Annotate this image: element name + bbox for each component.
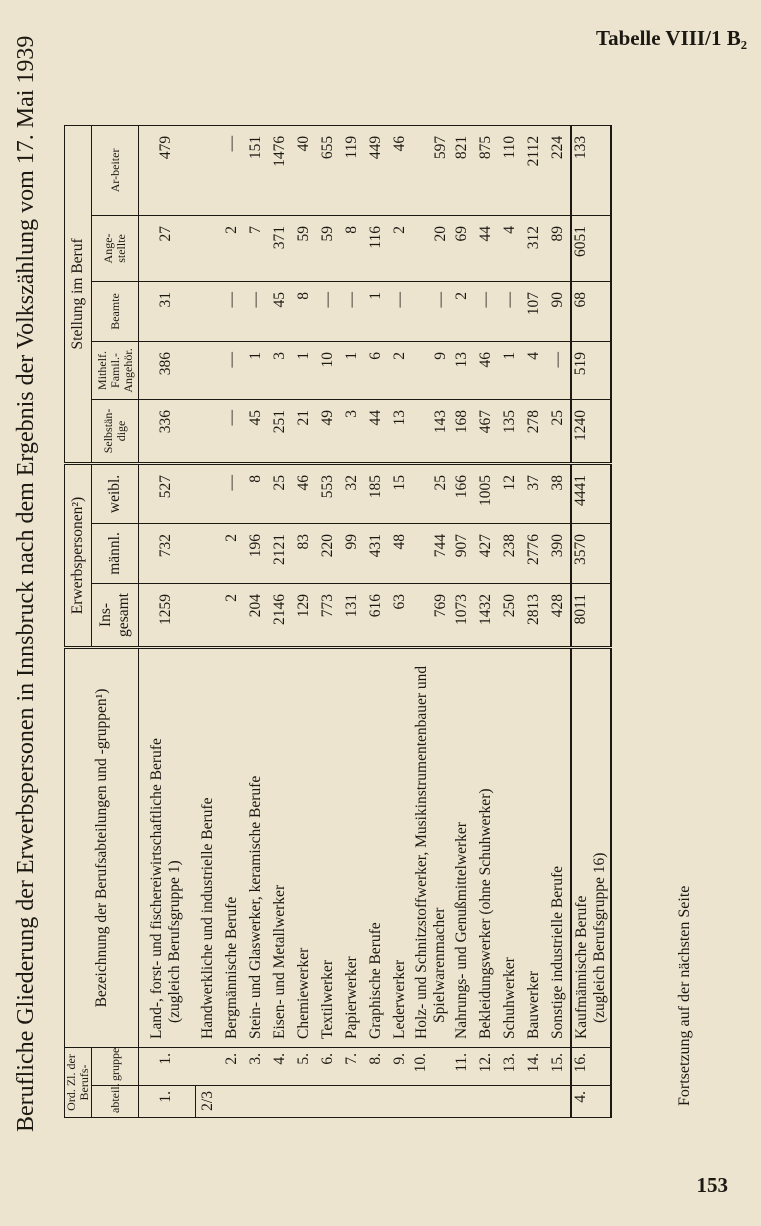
bezeichnung-cell: Stein- und Glaswerker, keramische Berufe [244,647,268,1047]
beamte-cell: — [340,281,364,341]
bezeichnung-cell: Bauwerker [522,647,546,1047]
insgesamt-cell: 2146 [268,583,292,647]
selbst-cell: 278 [522,399,546,463]
abteil-cell [450,1086,474,1118]
abteil-cell [522,1086,546,1118]
weibl-cell: 166 [450,463,474,523]
bezeichnung-cell: Eisen- und Metallwerker [268,647,292,1047]
beamte-cell: 8 [292,281,316,341]
maennl-cell: 99 [340,523,364,583]
header-arbeiter: Ar-beiter [92,125,139,215]
header-erwerbspersonen: Erwerbspersonen²) [65,463,92,647]
angest-cell: 7 [244,215,268,281]
beamte-cell: — [388,281,412,341]
mithelf-cell: 46 [474,341,498,399]
gruppe-cell: 6. [316,1047,340,1085]
bezeichnung-cell: Textilwerker [316,647,340,1047]
header-stellung: Stellung im Beruf [65,125,92,463]
angest-cell: 44 [474,215,498,281]
footer-note: Fortsetzung auf der nächsten Seite [676,885,693,1106]
arbeiter-cell: 597 [412,125,450,215]
mithelf-cell: 13 [450,341,474,399]
table-row [450,125,474,1117]
abteil-cell: 2/3 [196,1086,221,1118]
header-maennl: männl. [92,523,139,583]
abteil-cell: 1. [147,1086,185,1118]
header-weibl: weibl. [92,463,139,523]
weibl-cell: 25 [412,463,450,523]
gruppe-cell: 16. [571,1047,611,1085]
abteil-cell [268,1086,292,1118]
angest-cell: 2 [388,215,412,281]
arbeiter-cell: 46 [388,125,412,215]
mithelf-cell: 1 [498,341,522,399]
arbeiter-cell: 151 [244,125,268,215]
angest-cell: 4 [498,215,522,281]
bezeichnung-cell: Handwerkliche und industrielle Berufe [196,647,221,1047]
gruppe-cell: 1. [147,1047,185,1085]
bezeichnung-cell: Lederwerker [388,647,412,1047]
arbeiter-cell: 479 [147,125,185,215]
gruppe-cell: 11. [450,1047,474,1085]
header-abteil: abteil. [92,1086,139,1118]
angest-cell: 312 [522,215,546,281]
angest-cell: 20 [412,215,450,281]
angest-cell: 2 [220,215,244,281]
maennl-cell: 2121 [268,523,292,583]
gruppe-cell: 12. [474,1047,498,1085]
weibl-cell: 12 [498,463,522,523]
bezeichnung-cell: Sonstige industrielle Berufe [546,647,571,1047]
angest-cell: 89 [546,215,571,281]
table-row [571,125,611,1117]
abteil-cell [340,1086,364,1118]
insgesamt-cell: 616 [364,583,388,647]
table-row [522,125,546,1117]
arbeiter-cell: 1476 [268,125,292,215]
gruppe-cell: 10. [412,1047,450,1085]
gruppe-cell [196,1047,221,1085]
table-row [220,125,244,1117]
weibl-cell: 185 [364,463,388,523]
gruppe-cell: 2. [220,1047,244,1085]
bezeichnung-cell: Schuhwerker [498,647,522,1047]
maennl-cell: 2776 [522,523,546,583]
angest-cell: 59 [292,215,316,281]
bezeichnung-sub: Spielwarenmacher [431,907,448,1023]
header-gruppe: gruppe [92,1047,139,1085]
maennl-cell: 3570 [571,523,611,583]
mithelf-cell: 2 [388,341,412,399]
table-row [340,125,364,1117]
selbst-cell: 336 [147,399,185,463]
gruppe-cell: 3. [244,1047,268,1085]
arbeiter-cell: 875 [474,125,498,215]
selbst-cell: 3 [340,399,364,463]
beamte-cell: — [412,281,450,341]
abteil-cell [220,1086,244,1118]
insgesamt-cell: 1073 [450,583,474,647]
maennl-cell: 744 [412,523,450,583]
selbst-cell: 25 [546,399,571,463]
table-row [546,125,571,1117]
table-row [412,125,450,1117]
arbeiter-cell: — [220,125,244,215]
insgesamt-cell: 2813 [522,583,546,647]
gruppe-cell: 9. [388,1047,412,1085]
insgesamt-cell: 129 [292,583,316,647]
mithelf-cell: 1 [244,341,268,399]
selbst-cell: — [220,399,244,463]
angest-cell: 116 [364,215,388,281]
bezeichnung-cell [147,647,185,1047]
table-row [268,125,292,1117]
arbeiter-cell: 224 [546,125,571,215]
header-bezeichnung: Bezeichnung der Berufsabteilungen und -gruppen¹) [65,647,139,1047]
mithelf-cell: 1 [340,341,364,399]
abteil-cell [498,1086,522,1118]
maennl-cell: 238 [498,523,522,583]
mithelf-cell: 1 [292,341,316,399]
beamte-cell: 90 [546,281,571,341]
weibl-cell: — [220,463,244,523]
maennl-cell: 196 [244,523,268,583]
gruppe-cell: 7. [340,1047,364,1085]
table-row [316,125,340,1117]
arbeiter-cell: 110 [498,125,522,215]
maennl-cell: 431 [364,523,388,583]
header-ord: Ord. Zl. der Berufs- [65,1047,92,1117]
insgesamt-cell: 8011 [571,583,611,647]
mithelf-cell: 519 [571,341,611,399]
table-row [388,125,412,1117]
maennl-cell: 2 [220,523,244,583]
page-number: 153 [696,1173,728,1197]
gruppe-cell: 8. [364,1047,388,1085]
insgesamt-cell: 250 [498,583,522,647]
weibl-cell: 4441 [571,463,611,523]
gruppe-cell: 15. [546,1047,571,1085]
rotated-table-page [13,35,714,1166]
table-body [139,125,612,1117]
gruppe-cell: 13. [498,1047,522,1085]
table-row [498,125,522,1117]
selbst-cell: 143 [412,399,450,463]
abteil-cell [244,1086,268,1118]
beamte-cell: — [474,281,498,341]
selbst-cell: 45 [244,399,268,463]
table-label: Tabelle VIII/1 B₂ [595,26,747,50]
table-row [364,125,388,1117]
maennl-cell: 732 [147,523,185,583]
beamte-cell: 31 [147,281,185,341]
bezeichnung-cell: Chemiewerker [292,647,316,1047]
angest-cell: 6051 [571,215,611,281]
weibl-cell: 1005 [474,463,498,523]
insgesamt-cell: 769 [412,583,450,647]
insgesamt-cell: 204 [244,583,268,647]
bezeichnung-cell [412,647,450,1047]
angest-cell: 59 [316,215,340,281]
angest-cell: 27 [147,215,185,281]
insgesamt-cell: 428 [546,583,571,647]
abteil-cell [364,1086,388,1118]
mithelf-cell: — [220,341,244,399]
insgesamt-cell: 2 [220,583,244,647]
arbeiter-cell: 2112 [522,125,546,215]
table-row [292,125,316,1117]
abteil-cell [412,1086,450,1118]
beamte-cell: — [316,281,340,341]
bezeichnung-line: Kaufmännische Berufe [573,895,590,1039]
bezeichnung-cell [571,647,611,1047]
header-mithelf: Mithelf. Famil.-Angehör. [92,341,139,399]
mithelf-cell: 9 [412,341,450,399]
header-selbstaendige: Selbstän-dige [92,399,139,463]
table-row [474,125,498,1117]
header-beamte: Beamte [92,281,139,341]
bezeichnung-cell: Graphische Berufe [364,647,388,1047]
beamte-cell: 107 [522,281,546,341]
maennl-cell: 390 [546,523,571,583]
abteil-cell [292,1086,316,1118]
arbeiter-cell: 119 [340,125,364,215]
beamte-cell: 68 [571,281,611,341]
weibl-cell: 8 [244,463,268,523]
beamte-cell: 45 [268,281,292,341]
arbeiter-cell: 821 [450,125,474,215]
angest-cell: 69 [450,215,474,281]
header-angestellte: Ange-stellte [92,215,139,281]
insgesamt-cell: 773 [316,583,340,647]
weibl-cell: 15 [388,463,412,523]
weibl-cell: 32 [340,463,364,523]
arbeiter-cell: 133 [571,125,611,215]
mithelf-cell: 3 [268,341,292,399]
beamte-cell: — [220,281,244,341]
weibl-cell: 553 [316,463,340,523]
maennl-cell: 907 [450,523,474,583]
insgesamt-cell: 131 [340,583,364,647]
beamte-cell: — [244,281,268,341]
abteil-cell [316,1086,340,1118]
selbst-cell: 1240 [571,399,611,463]
maennl-cell: 48 [388,523,412,583]
gruppe-cell: 14. [522,1047,546,1085]
arbeiter-cell: 40 [292,125,316,215]
abteil-cell [474,1086,498,1118]
abteil-cell [388,1086,412,1118]
selbst-cell: 251 [268,399,292,463]
bezeichnung-cell: Bergmännische Berufe [220,647,244,1047]
mithelf-cell: 4 [522,341,546,399]
table-row [196,125,221,1117]
insgesamt-cell: 63 [388,583,412,647]
table-row [244,125,268,1117]
weibl-cell: 46 [292,463,316,523]
selbst-cell: 44 [364,399,388,463]
abteil-cell [546,1086,571,1118]
bezeichnung-cell: Bekleidungswerker (ohne Schuhwerker) [474,647,498,1047]
bezeichnung-cell: Nahrungs- und Genußmittelwerker [450,647,474,1047]
abteil-cell: 4. [571,1086,611,1118]
selbst-cell: 13 [388,399,412,463]
maennl-cell: 220 [316,523,340,583]
bezeichnung-line: Holz- und Schnitzstoffwerker, Musikinstrumentenbauer und [413,665,430,1039]
weibl-cell: 38 [546,463,571,523]
bezeichnung-cell: Papierwerker [340,647,364,1047]
selbst-cell: 168 [450,399,474,463]
beamte-cell: 1 [364,281,388,341]
beamte-cell: 2 [450,281,474,341]
mithelf-cell: 6 [364,341,388,399]
mithelf-cell: 386 [147,341,185,399]
insgesamt-cell: 1432 [474,583,498,647]
selbst-cell: 135 [498,399,522,463]
weibl-cell: 25 [268,463,292,523]
angest-cell: 8 [340,215,364,281]
maennl-cell: 427 [474,523,498,583]
bezeichnung-line: Land-, forst- und fischereiwirtschaftliche Berufe [148,738,165,1039]
header-insgesamt: Ins-gesamt [92,583,139,647]
insgesamt-cell: 1259 [147,583,185,647]
weibl-cell: 37 [522,463,546,523]
weibl-cell: 527 [147,463,185,523]
bezeichnung-sub: (zugleich Berufsgruppe 1) [166,860,183,1023]
angest-cell: 371 [268,215,292,281]
occupation-table [64,125,612,1118]
gruppe-cell: 5. [292,1047,316,1085]
selbst-cell: 49 [316,399,340,463]
maennl-cell: 83 [292,523,316,583]
gruppe-cell: 4. [268,1047,292,1085]
mithelf-cell: 10 [316,341,340,399]
arbeiter-cell: 449 [364,125,388,215]
page-title: Berufliche Gliederung der Erwerbspersonen in Innsbruck nach dem Ergebnis der Volkszählung vom 17. Mai 1939 [13,35,39,1132]
selbst-cell: 467 [474,399,498,463]
table-row [147,125,185,1117]
selbst-cell: 21 [292,399,316,463]
mithelf-cell: — [546,341,571,399]
beamte-cell: — [498,281,522,341]
arbeiter-cell: 655 [316,125,340,215]
bezeichnung-sub: (zugleich Berufsgruppe 16) [591,852,608,1023]
